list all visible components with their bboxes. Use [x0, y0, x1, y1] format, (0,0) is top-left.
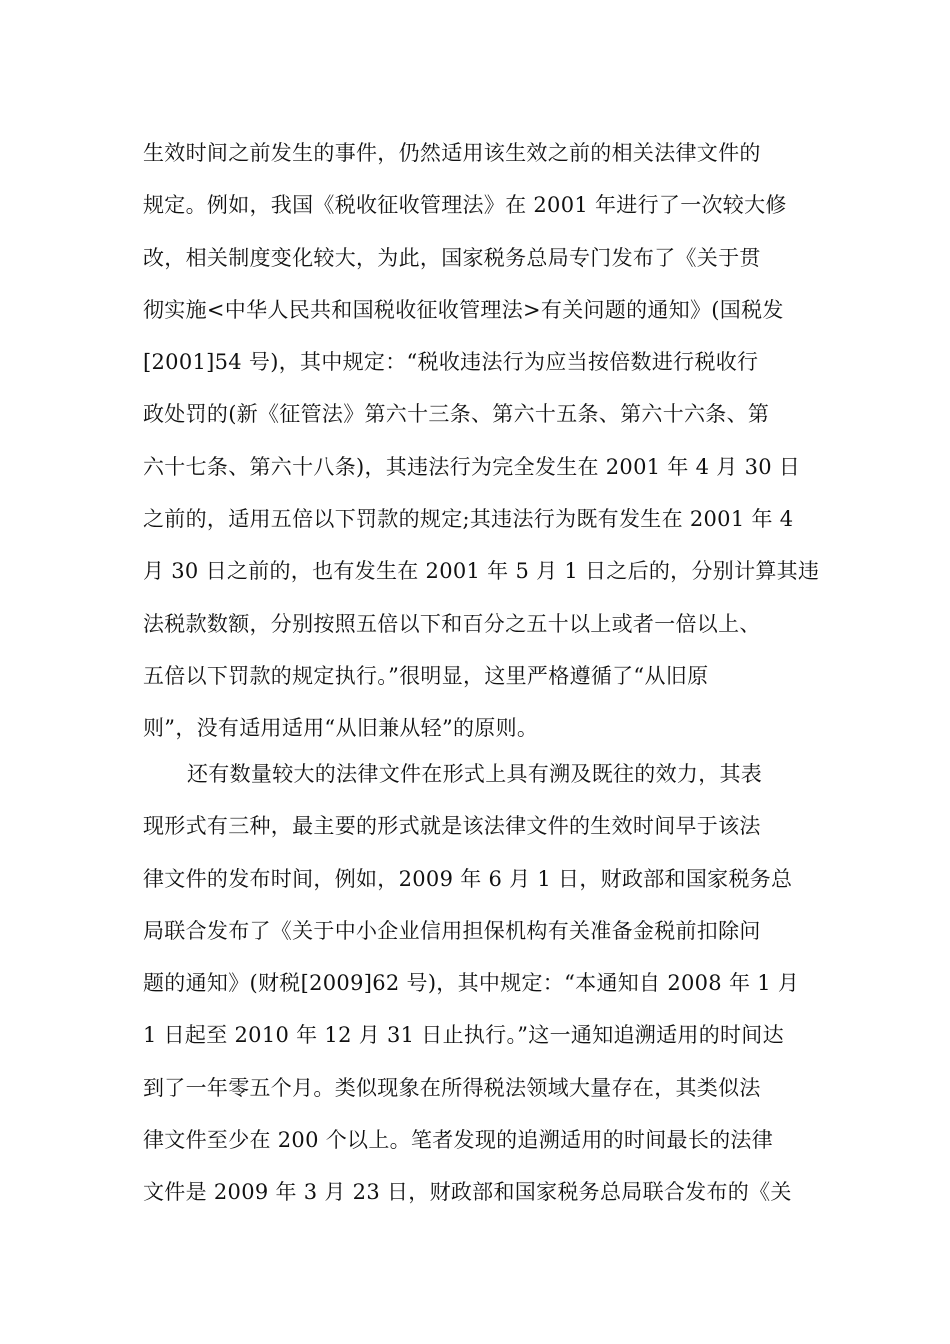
paragraph-line: 则”，没有适用适用“从旧兼从轻”的原则。 [143, 716, 539, 741]
paragraph-line: 律文件至少在 200 个以上。笔者发现的追溯适用的时间最长的法律 [143, 1128, 774, 1153]
paragraph-line: 律文件的发布时间，例如，2009 年 6 月 1 日，财政部和国家税务总 [143, 866, 793, 891]
paragraph-2 [143, 748, 823, 1219]
paragraph-line: 到了一年零五个月。类似现象在所得税法领域大量存在，其类似法 [143, 1075, 761, 1100]
paragraph-line: 之前的，适用五倍以下罚款的规定;其违法行为既有发生在 2001 年 4 [143, 507, 794, 532]
paragraph-line: 生效时间之前发生的事件，仍然适用该生效之前的相关法律文件的 [143, 141, 761, 165]
paragraph-line: 题的通知》(财税[2009]62 号)，其中规定：“本通知自 2008 年 1 月 [143, 971, 800, 996]
paragraph-line: 彻实施<中华人民共和国税收征收管理法>有关问题的通知》(国税发 [143, 297, 784, 322]
paragraph-line: [2001]54 号)，其中规定：“税收违法行为应当按倍数进行税收行 [143, 350, 759, 375]
paragraph-line: 政处罚的(新《征管法》第六十三条、第六十五条、第六十六条、第 [143, 402, 770, 427]
paragraph-line: 改，相关制度变化较大，为此，国家税务总局专门发布了《关于贯 [143, 245, 761, 270]
paragraph-line: 现形式有三种，最主要的形式就是该法律文件的生效时间早于该法 [143, 814, 761, 839]
paragraph-line: 1 日起至 2010 年 12 月 31 日止执行。”这一通知追溯适用的时间达 [143, 1023, 784, 1048]
paragraph-line: 文件是 2009 年 3 月 23 日，财政部和国家税务总局联合发布的《关 [143, 1180, 792, 1205]
paragraph-line: 还有数量较大的法律文件在形式上具有溯及既往的效力，其表 [187, 762, 763, 786]
paragraph-line: 法税款数额，分别按照五倍以下和百分之五十以上或者一倍以上、 [143, 611, 761, 636]
paragraph-line: 规定。例如，我国《税收征收管理法》在 2001 年进行了一次较大修 [143, 193, 787, 218]
paragraph-line: 月 30 日之前的，也有发生在 2001 年 5 月 1 日之后的，分别计算其违 [143, 559, 820, 584]
paragraph-line: 六十七条、第六十八条)，其违法行为完全发生在 2001 年 4 月 30 日 [143, 454, 801, 479]
paragraph-line: 局联合发布了《关于中小企业信用担保机构有关准备金税前扣除问 [143, 918, 761, 943]
paragraph-1 [143, 127, 823, 755]
paragraph-line: 五倍以下罚款的规定执行。”很明显，这里严格遵循了“从旧原 [143, 663, 709, 688]
